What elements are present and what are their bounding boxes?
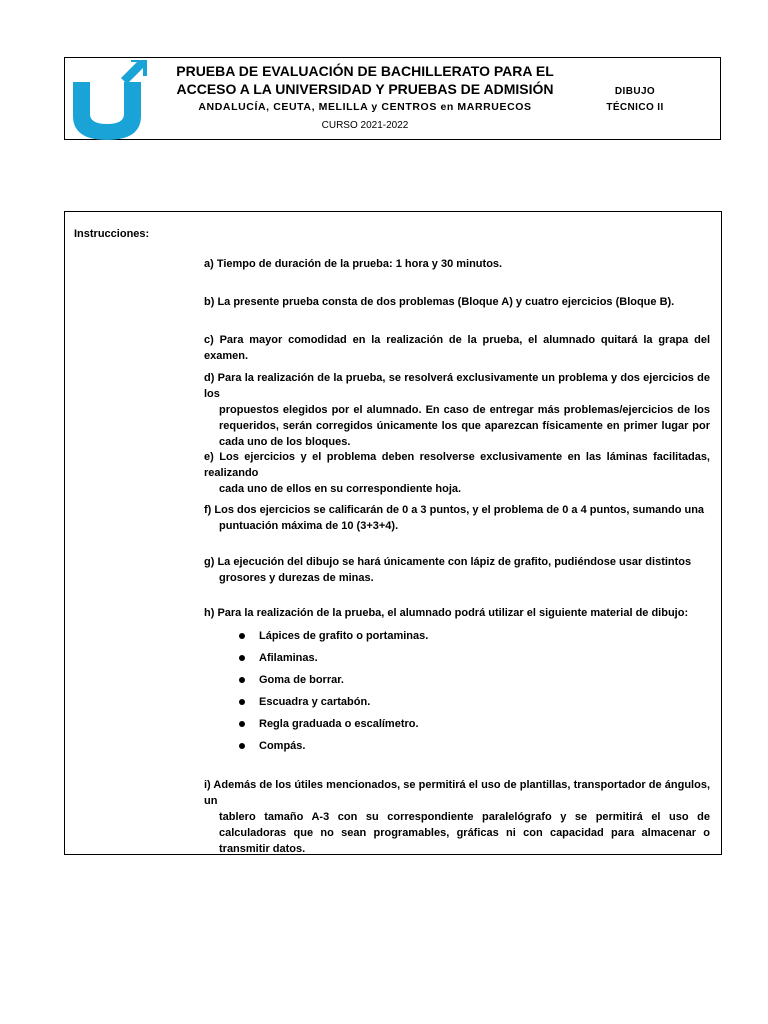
exam-course: CURSO 2021-2022 [321, 120, 409, 131]
exam-header [64, 57, 721, 140]
instruction-item-i [204, 777, 710, 857]
list-item [237, 738, 428, 760]
instruction-text: c) Para mayor comodidad en la realización de la prueba, el alumnado quitará la grapa del examen. [204, 334, 710, 362]
instruction-text: d) Para la realización de la prueba, se resolverá exclusivamente un problema y dos ejercicios de los [204, 372, 710, 400]
exam-title [175, 62, 555, 98]
instruction-text: g) La ejecución del dibujo se hará únicamente con lápiz de grafito, pudiéndose usar distintos [204, 556, 692, 568]
subject-line-1: DIBUJO [614, 86, 656, 97]
instruction-item-f [204, 502, 710, 534]
material-label: Regla graduada o escalímetro. [259, 718, 419, 730]
instructions-box [64, 211, 722, 855]
material-label: Lápices de grafito o portaminas. [259, 630, 429, 642]
materials-list [237, 628, 428, 760]
instruction-text: h) Para la realización de la prueba, el alumnado podrá utilizar el siguiente material de dibujo: [204, 607, 689, 619]
instruction-item-g [204, 554, 710, 586]
bullet-icon [239, 721, 245, 727]
material-label: Compás. [259, 740, 306, 752]
list-item [237, 672, 428, 694]
instruction-item-d [204, 370, 710, 450]
instruction-item-c [204, 332, 710, 364]
instruction-text: f) Los dos ejercicios se calificarán de 0 a 3 puntos, y el problema de 0 a 4 puntos, sumando una [204, 504, 705, 516]
material-label: Afilaminas. [259, 652, 318, 664]
material-label: Escuadra y cartabón. [259, 696, 371, 708]
instruction-text-cont: tablero tamaño A-3 con su correspondiente paralelógrafo y se permitirá el uso de calculadoras que no sean programables, gráficas ni con capacidad para almacenar o transmitir datos. [219, 811, 710, 855]
exam-region: ANDALUCÍA, CEUTA, MELILLA y CENTROS en MARRUECOS [198, 101, 532, 113]
title-line-2: ACCESO A LA UNIVERSIDAD Y PRUEBAS DE ADMISIÓN [176, 81, 554, 97]
material-label: Goma de borrar. [259, 674, 344, 686]
bullet-icon [239, 655, 245, 661]
university-logo-icon [71, 60, 149, 140]
instruction-item-h [204, 605, 710, 621]
bullet-icon [239, 743, 245, 749]
instruction-item-b [204, 294, 710, 310]
list-item [237, 628, 428, 650]
instruction-text-cont: cada uno de ellos en su correspondiente hoja. [219, 483, 462, 495]
instruction-text: i) Además de los útiles mencionados, se permitirá el uso de plantillas, transportador de ángulos, un [204, 779, 710, 807]
bullet-icon [239, 677, 245, 683]
instruction-item-a [204, 256, 710, 272]
instruction-text: e) Los ejercicios y el problema deben resolverse exclusivamente en las láminas facilitadas, realizando [204, 451, 710, 479]
instruction-text-cont: grosores y durezas de minas. [219, 572, 374, 584]
instructions-heading: Instrucciones: [74, 228, 150, 240]
exam-subject [590, 84, 680, 116]
instruction-text: a) Tiempo de duración de la prueba: 1 hora y 30 minutos. [204, 258, 503, 270]
bullet-icon [239, 633, 245, 639]
title-line-1: PRUEBA DE EVALUACIÓN DE BACHILLERATO PARA EL [176, 63, 554, 79]
list-item [237, 694, 428, 716]
instruction-text: b) La presente prueba consta de dos problemas (Bloque A) y cuatro ejercicios (Bloque B). [204, 296, 675, 308]
list-item [237, 650, 428, 672]
bullet-icon [239, 699, 245, 705]
instruction-text-cont: propuestos elegidos por el alumnado. En caso de entregar más problemas/ejercicios de los requeridos, serán corregidos únicamente los que aparezcan físicamente en primer lugar por cada uno de los bloques. [219, 404, 710, 448]
instruction-item-e [204, 449, 710, 497]
instruction-text-cont: puntuación máxima de 10 (3+3+4). [219, 520, 399, 532]
subject-line-2: TÉCNICO II [606, 102, 664, 113]
list-item [237, 716, 428, 738]
